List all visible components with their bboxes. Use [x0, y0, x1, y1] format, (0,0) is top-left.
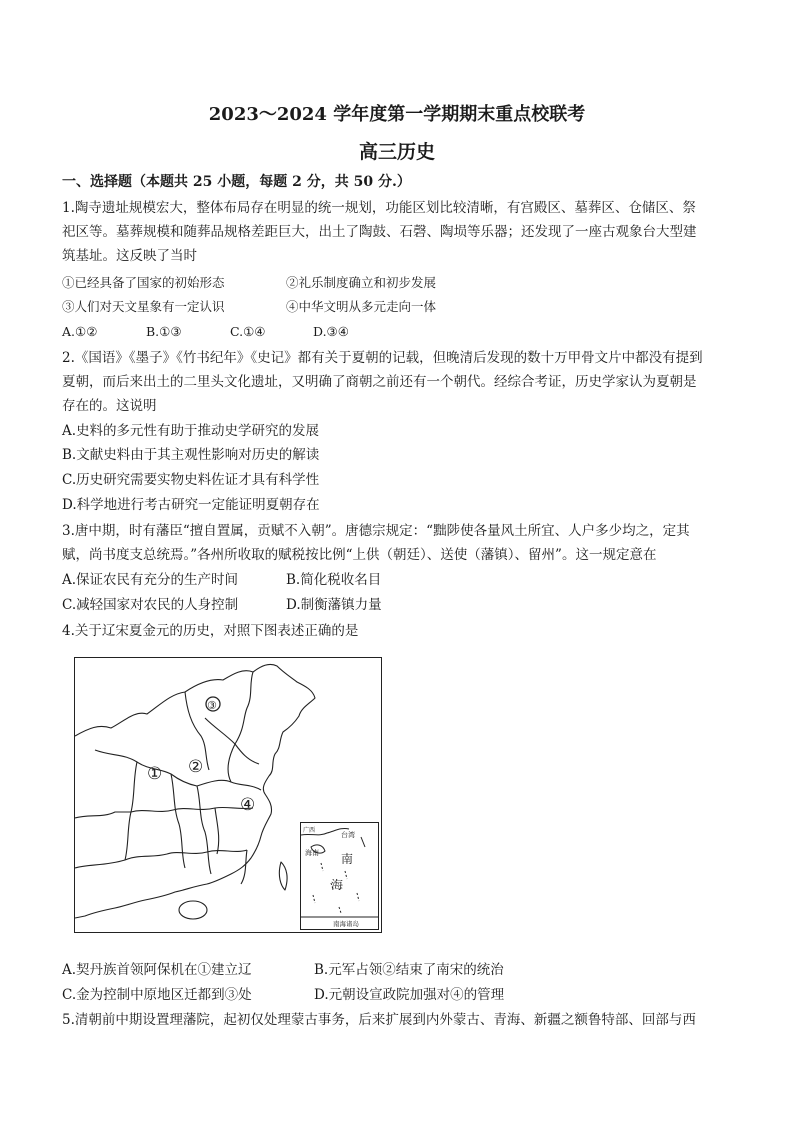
- q4-option-a: A.契丹族首领阿保机在①建立辽: [62, 962, 252, 978]
- q1-option-a: A.①②: [62, 324, 98, 339]
- q1-option-b: B.①③: [146, 324, 182, 339]
- q2-option-a: A.史料的多元性有助于推动史学研究的发展: [62, 423, 320, 439]
- q3-stem-line: 赋，尚书度支总统焉。”各州所收取的赋税按比例“上供（朝廷）、送使（藩镇）、留州”。这一规定意在: [62, 547, 657, 563]
- q4-option-b: B.元军占领②结束了南宋的统治: [314, 962, 504, 978]
- q2-stem-line: 存在的。这说明: [62, 398, 157, 414]
- q2-stem-line: 2.《国语》《墨子》《竹书纪年》《史记》都有关于夏朝的记载，但晚清后发现的数十万甲骨文片中都没有提到: [62, 350, 703, 366]
- exam-title: 2023～2024 学年度第一学期期末重点校联考: [208, 104, 586, 125]
- q1-item: ①已经具备了国家的初始形态: [62, 275, 225, 290]
- q2-option-c: C.历史研究需要实物史料佐证才具有科学性: [62, 472, 320, 488]
- q2-option-d: D.科学地进行考古研究一定能证明夏朝存在: [62, 497, 320, 513]
- south-china-sea-inset: [300, 822, 379, 930]
- section-heading: 一、选择题（本题共 25 小题，每题 2 分，共 50 分.）: [62, 174, 411, 190]
- map-label-4: ④: [240, 795, 256, 815]
- q1-stem-line: 1.陶寺遗址规模宏大，整体布局存在明显的统一规划，功能区划比较清晰，有宫殿区、墓葬区、仓储区、祭: [62, 200, 696, 216]
- q1-item: ②礼乐制度确立和初步发展: [286, 275, 437, 290]
- q3-option-d: D.制衡藩镇力量: [286, 597, 382, 613]
- q4-option-c: C.金为控制中原地区迁都到③处: [62, 987, 252, 1003]
- q3-option-a: A.保证农民有充分的生产时间: [62, 572, 239, 588]
- q1-item: ④中华文明从多元走向一体: [286, 299, 437, 314]
- q2-stem-line: 夏朝，而后来出土的二里头文化遗址，又明确了商朝之前还有一个朝代。经综合考证，历史学家认为夏朝是: [62, 374, 697, 390]
- q4-option-d: D.元朝设宣政院加强对④的管理: [314, 987, 505, 1003]
- q1-option-c: C.①④: [230, 324, 266, 339]
- q1-item: ③人们对天文星象有一定认识: [62, 299, 225, 314]
- inset-drawing: [301, 823, 378, 929]
- q3-option-c: C.减轻国家对农民的人身控制: [62, 597, 239, 613]
- map-label-1: ①: [147, 764, 163, 784]
- q5-stem-line: 5.清朝前中期设置理藩院，起初仅处理蒙古事务，后来扩展到内外蒙古、青海、新疆之额鲁特部、回部与西: [62, 1012, 696, 1028]
- inset-label-hainan: 海南: [305, 849, 319, 857]
- q3-option-b: B.简化税收名目: [286, 572, 382, 588]
- q1-stem-line: 祀区等。墓葬规模和随葬品规格差距巨大，出土了陶鼓、石磬、陶埙等乐器；还发现了一座古观象台大型建: [62, 224, 697, 240]
- q1-option-d: D.③④: [313, 324, 349, 339]
- q3-stem-line: 3.唐中期，时有藩臣“擅自置属，贡赋不入朝”。唐德宗规定：“黜陟使各量风土所宜、人户多少均之，定其: [62, 523, 690, 539]
- inset-label-taiwan: 台湾: [341, 831, 355, 839]
- map-label-2: ②: [188, 757, 204, 777]
- q1-stem-line: 筑基址。这反映了当时: [62, 248, 197, 264]
- q4-stem: 4.关于辽宋夏金元的历史，对照下图表述正确的是: [62, 623, 359, 639]
- inset-label-guangxi: 广西: [303, 827, 316, 834]
- inset-label-nan: 南: [341, 852, 354, 866]
- inset-label-islands: 南海诸岛: [333, 920, 359, 928]
- exam-subject: 高三历史: [358, 141, 435, 163]
- inset-label-hai: 海: [331, 878, 344, 892]
- q2-option-b: B.文献史料由于其主观性影响对历史的解读: [62, 447, 320, 463]
- map-label-3: ③: [207, 699, 217, 712]
